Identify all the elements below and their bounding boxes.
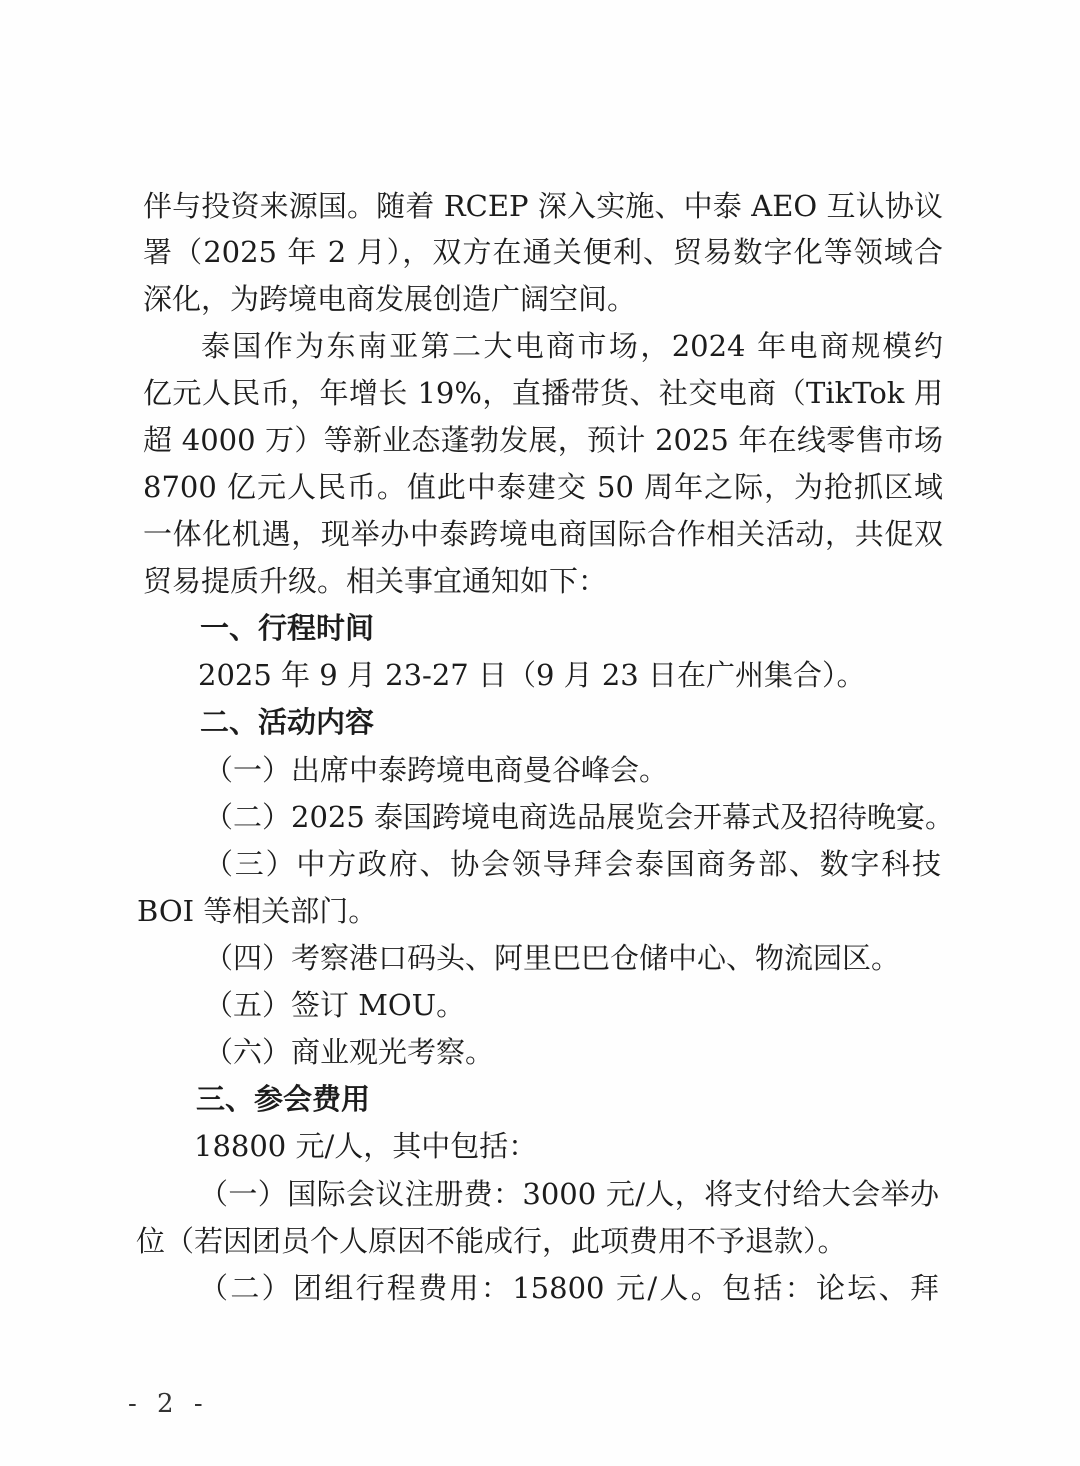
list-item: （四）考察港口码头、阿里巴巴仓储中心、物流园区。 (204, 941, 901, 975)
section-text: （二）团组行程费用：15800 元/人。包括：论坛、拜 (199, 1271, 939, 1305)
body-line: 亿元人民币，年增长 19%，直播带货、社交电商（TikTok 用 (143, 376, 943, 410)
section-text: （一）国际会议注册费：3000 元/人，将支付给大会举办 (199, 1177, 939, 1211)
list-item: （三）中方政府、协会领导拜会泰国商务部、数字科技 (204, 847, 941, 881)
body-line: 8700 亿元人民币。值此中泰建交 50 周年之际，为抢抓区域 (143, 470, 943, 504)
body-line: 署（2025 年 2 月），双方在通关便利、贸易数字化等领域合 (143, 235, 943, 269)
body-line: 泰国作为东南亚第二大电商市场，2024 年电商规模约 (201, 329, 943, 363)
body-line: 贸易提质升级。相关事宜通知如下： (143, 564, 608, 598)
body-line: 伴与投资来源国。随着 RCEP 深入实施、中泰 AEO 互认协议 (143, 189, 943, 223)
section-text: 2025 年 9 月 23-27 日（9 月 23 日在广州集合）。 (198, 658, 866, 692)
section-text: 18800 元/人，其中包括： (194, 1129, 538, 1163)
body-line: 一体化机遇，现举办中泰跨境电商国际合作相关活动，共促双 (143, 517, 943, 551)
section-heading: 二、活动内容 (200, 705, 375, 739)
body-line: 超 4000 万）等新业态蓬勃发展，预计 2025 年在线零售市场 (143, 423, 943, 457)
list-item: （二）2025 泰国跨境电商选品展览会开幕式及招待晚宴。 (204, 800, 955, 834)
list-item: （六）商业观光考察。 (204, 1035, 495, 1069)
list-item: BOI 等相关部门。 (137, 894, 378, 928)
section-heading: 三、参会费用 (196, 1082, 371, 1116)
section-text: 位（若因团员个人原因不能成行，此项费用不予退款）。 (136, 1224, 847, 1258)
list-item: （一）出席中泰跨境电商曼谷峰会。 (204, 753, 669, 787)
section-heading: 一、行程时间 (200, 611, 375, 645)
page-number: - 2 - (128, 1389, 209, 1419)
list-item: （五）签订 MOU。 (204, 988, 466, 1022)
body-line: 深化，为跨境电商发展创造广阔空间。 (143, 282, 637, 316)
